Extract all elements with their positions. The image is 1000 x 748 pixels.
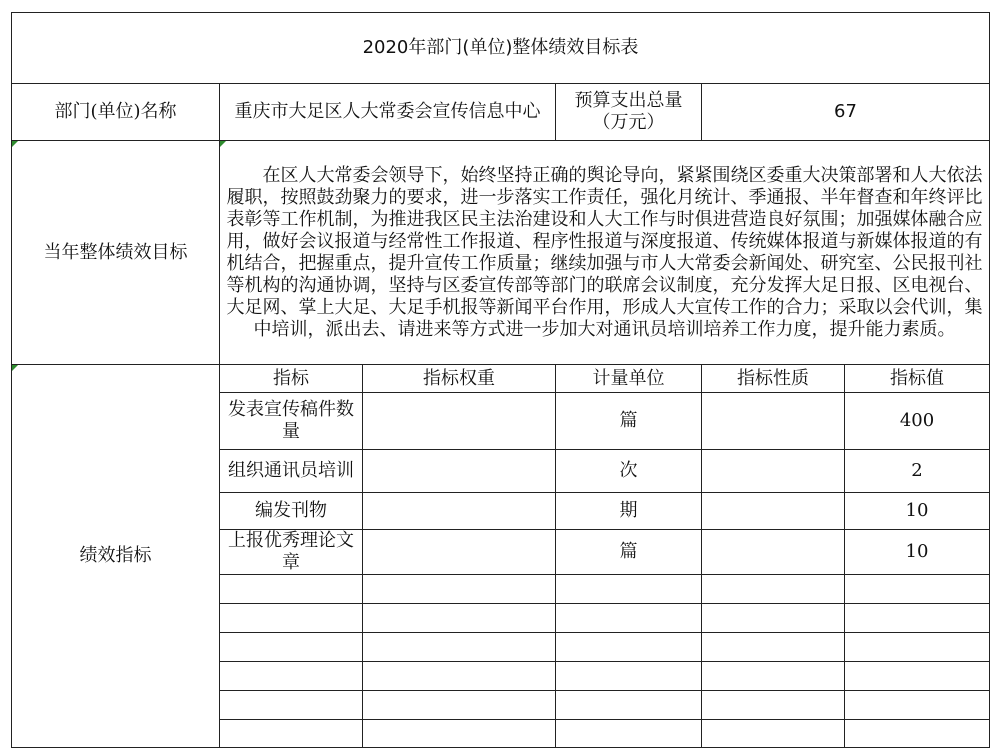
empty-cell[interactable] <box>845 575 990 604</box>
empty-cell[interactable] <box>845 691 990 720</box>
indicator-name-cell[interactable] <box>220 530 363 575</box>
indicator-name: 发表宣传稿件数量 <box>228 399 354 442</box>
empty-cell[interactable] <box>220 662 363 691</box>
budget-value: 67 <box>834 101 857 122</box>
cell-comment-marker <box>220 141 226 147</box>
empty-cell[interactable] <box>220 633 363 662</box>
empty-cell[interactable] <box>702 575 845 604</box>
weight-cell[interactable] <box>363 450 556 493</box>
empty-cell[interactable] <box>845 662 990 691</box>
nature-cell[interactable] <box>702 393 845 450</box>
value-cell[interactable]: 10 <box>845 493 990 530</box>
indicator-name: 编发刊物 <box>255 500 327 521</box>
unit-cell[interactable]: 篇 <box>556 530 702 575</box>
empty-cell[interactable] <box>845 633 990 662</box>
budget-label-cell <box>556 84 702 141</box>
weight-cell[interactable] <box>363 530 556 575</box>
empty-cell[interactable] <box>702 691 845 720</box>
header-value: 指标值 <box>845 365 990 393</box>
unit-cell[interactable]: 篇 <box>556 393 702 450</box>
empty-cell[interactable] <box>556 604 702 633</box>
goal-label: 当年整体绩效目标 <box>43 241 188 263</box>
nature-cell[interactable] <box>702 493 845 530</box>
empty-cell[interactable] <box>556 691 702 720</box>
budget-value-cell[interactable] <box>702 84 990 141</box>
empty-cell[interactable] <box>363 662 556 691</box>
header-unit: 计量单位 <box>556 365 702 393</box>
empty-cell[interactable] <box>556 575 702 604</box>
unit-cell[interactable]: 期 <box>556 493 702 530</box>
empty-cell[interactable] <box>845 604 990 633</box>
value-cell[interactable]: 2 <box>845 450 990 493</box>
cell-comment-marker <box>12 365 18 371</box>
dept-name-cell[interactable] <box>220 84 556 141</box>
empty-cell[interactable] <box>220 720 363 748</box>
empty-cell[interactable] <box>702 633 845 662</box>
goal-text: 在区人大常委会领导下，始终坚持正确的舆论导向，紧紧围绕区委重大决策部署和人大依法履职，按照鼓劲聚力的要求，进一步落实工作责任，强化月统计、季通报、半年督查和年终评比表彰等工作机制，为推进我区民主法治建设和人大工作与时俱进营造良好氛围；加强媒体融合应用，做好会议报道与经常性工作报道、程序性报道与深度报道、传统媒体报道与新媒体报道的有机结合，把握重点，提升宣传工作质量；继续加强与市人大常委会新闻处、研究室、公民报刊社等机构的沟通协调，坚持与区委宣传部等部门的联席会议制度，充分发挥大足日报、区电视台、大足网、掌上大足、大足手机报等新闻平台作用，形成人大宣传工作的合力；采取以会代训，集中培训，派出去、请进来等方式进一步加大对通讯员培训培养工作力度，提升能力素质。 <box>226 164 983 340</box>
header-weight: 指标权重 <box>363 365 556 393</box>
indicator-name-cell[interactable] <box>220 450 363 493</box>
performance-target-table <box>11 12 990 748</box>
goal-label-cell <box>12 141 220 365</box>
empty-cell[interactable] <box>845 720 990 748</box>
value-cell[interactable]: 10 <box>845 530 990 575</box>
unit-cell[interactable]: 次 <box>556 450 702 493</box>
empty-cell[interactable] <box>556 720 702 748</box>
empty-cell[interactable] <box>556 662 702 691</box>
perf-label-cell <box>12 365 220 748</box>
empty-cell[interactable] <box>363 691 556 720</box>
budget-label: 预算支出总量（万元） <box>574 90 683 133</box>
empty-cell[interactable] <box>220 604 363 633</box>
header-nature: 指标性质 <box>702 365 845 393</box>
indicator-name-cell[interactable] <box>220 393 363 450</box>
empty-cell[interactable] <box>363 604 556 633</box>
empty-cell[interactable] <box>702 720 845 748</box>
dept-label-cell <box>12 84 220 141</box>
empty-cell[interactable] <box>702 662 845 691</box>
perf-label: 绩效指标 <box>79 545 152 566</box>
empty-cell[interactable] <box>363 575 556 604</box>
empty-cell[interactable] <box>220 575 363 604</box>
empty-cell[interactable] <box>220 691 363 720</box>
indicator-name-cell[interactable] <box>220 493 363 530</box>
header-indicator: 指标 <box>220 365 363 393</box>
page-title: 2020年部门(单位)整体绩效目标表 <box>12 13 990 84</box>
indicator-name: 上报优秀理论文章 <box>228 530 354 573</box>
dept-name: 重庆市大足区人大常委会宣传信息中心 <box>234 101 541 122</box>
indicator-name: 组织通讯员培训 <box>228 460 354 481</box>
value-cell[interactable]: 400 <box>845 393 990 450</box>
nature-cell[interactable] <box>702 530 845 575</box>
empty-cell[interactable] <box>556 633 702 662</box>
weight-cell[interactable] <box>363 493 556 530</box>
goal-text-cell[interactable] <box>220 141 990 365</box>
empty-cell[interactable] <box>363 633 556 662</box>
empty-cell[interactable] <box>363 720 556 748</box>
nature-cell[interactable] <box>702 450 845 493</box>
empty-cell[interactable] <box>702 604 845 633</box>
cell-comment-marker <box>12 141 18 147</box>
weight-cell[interactable] <box>363 393 556 450</box>
dept-label: 部门(单位)名称 <box>54 101 177 122</box>
